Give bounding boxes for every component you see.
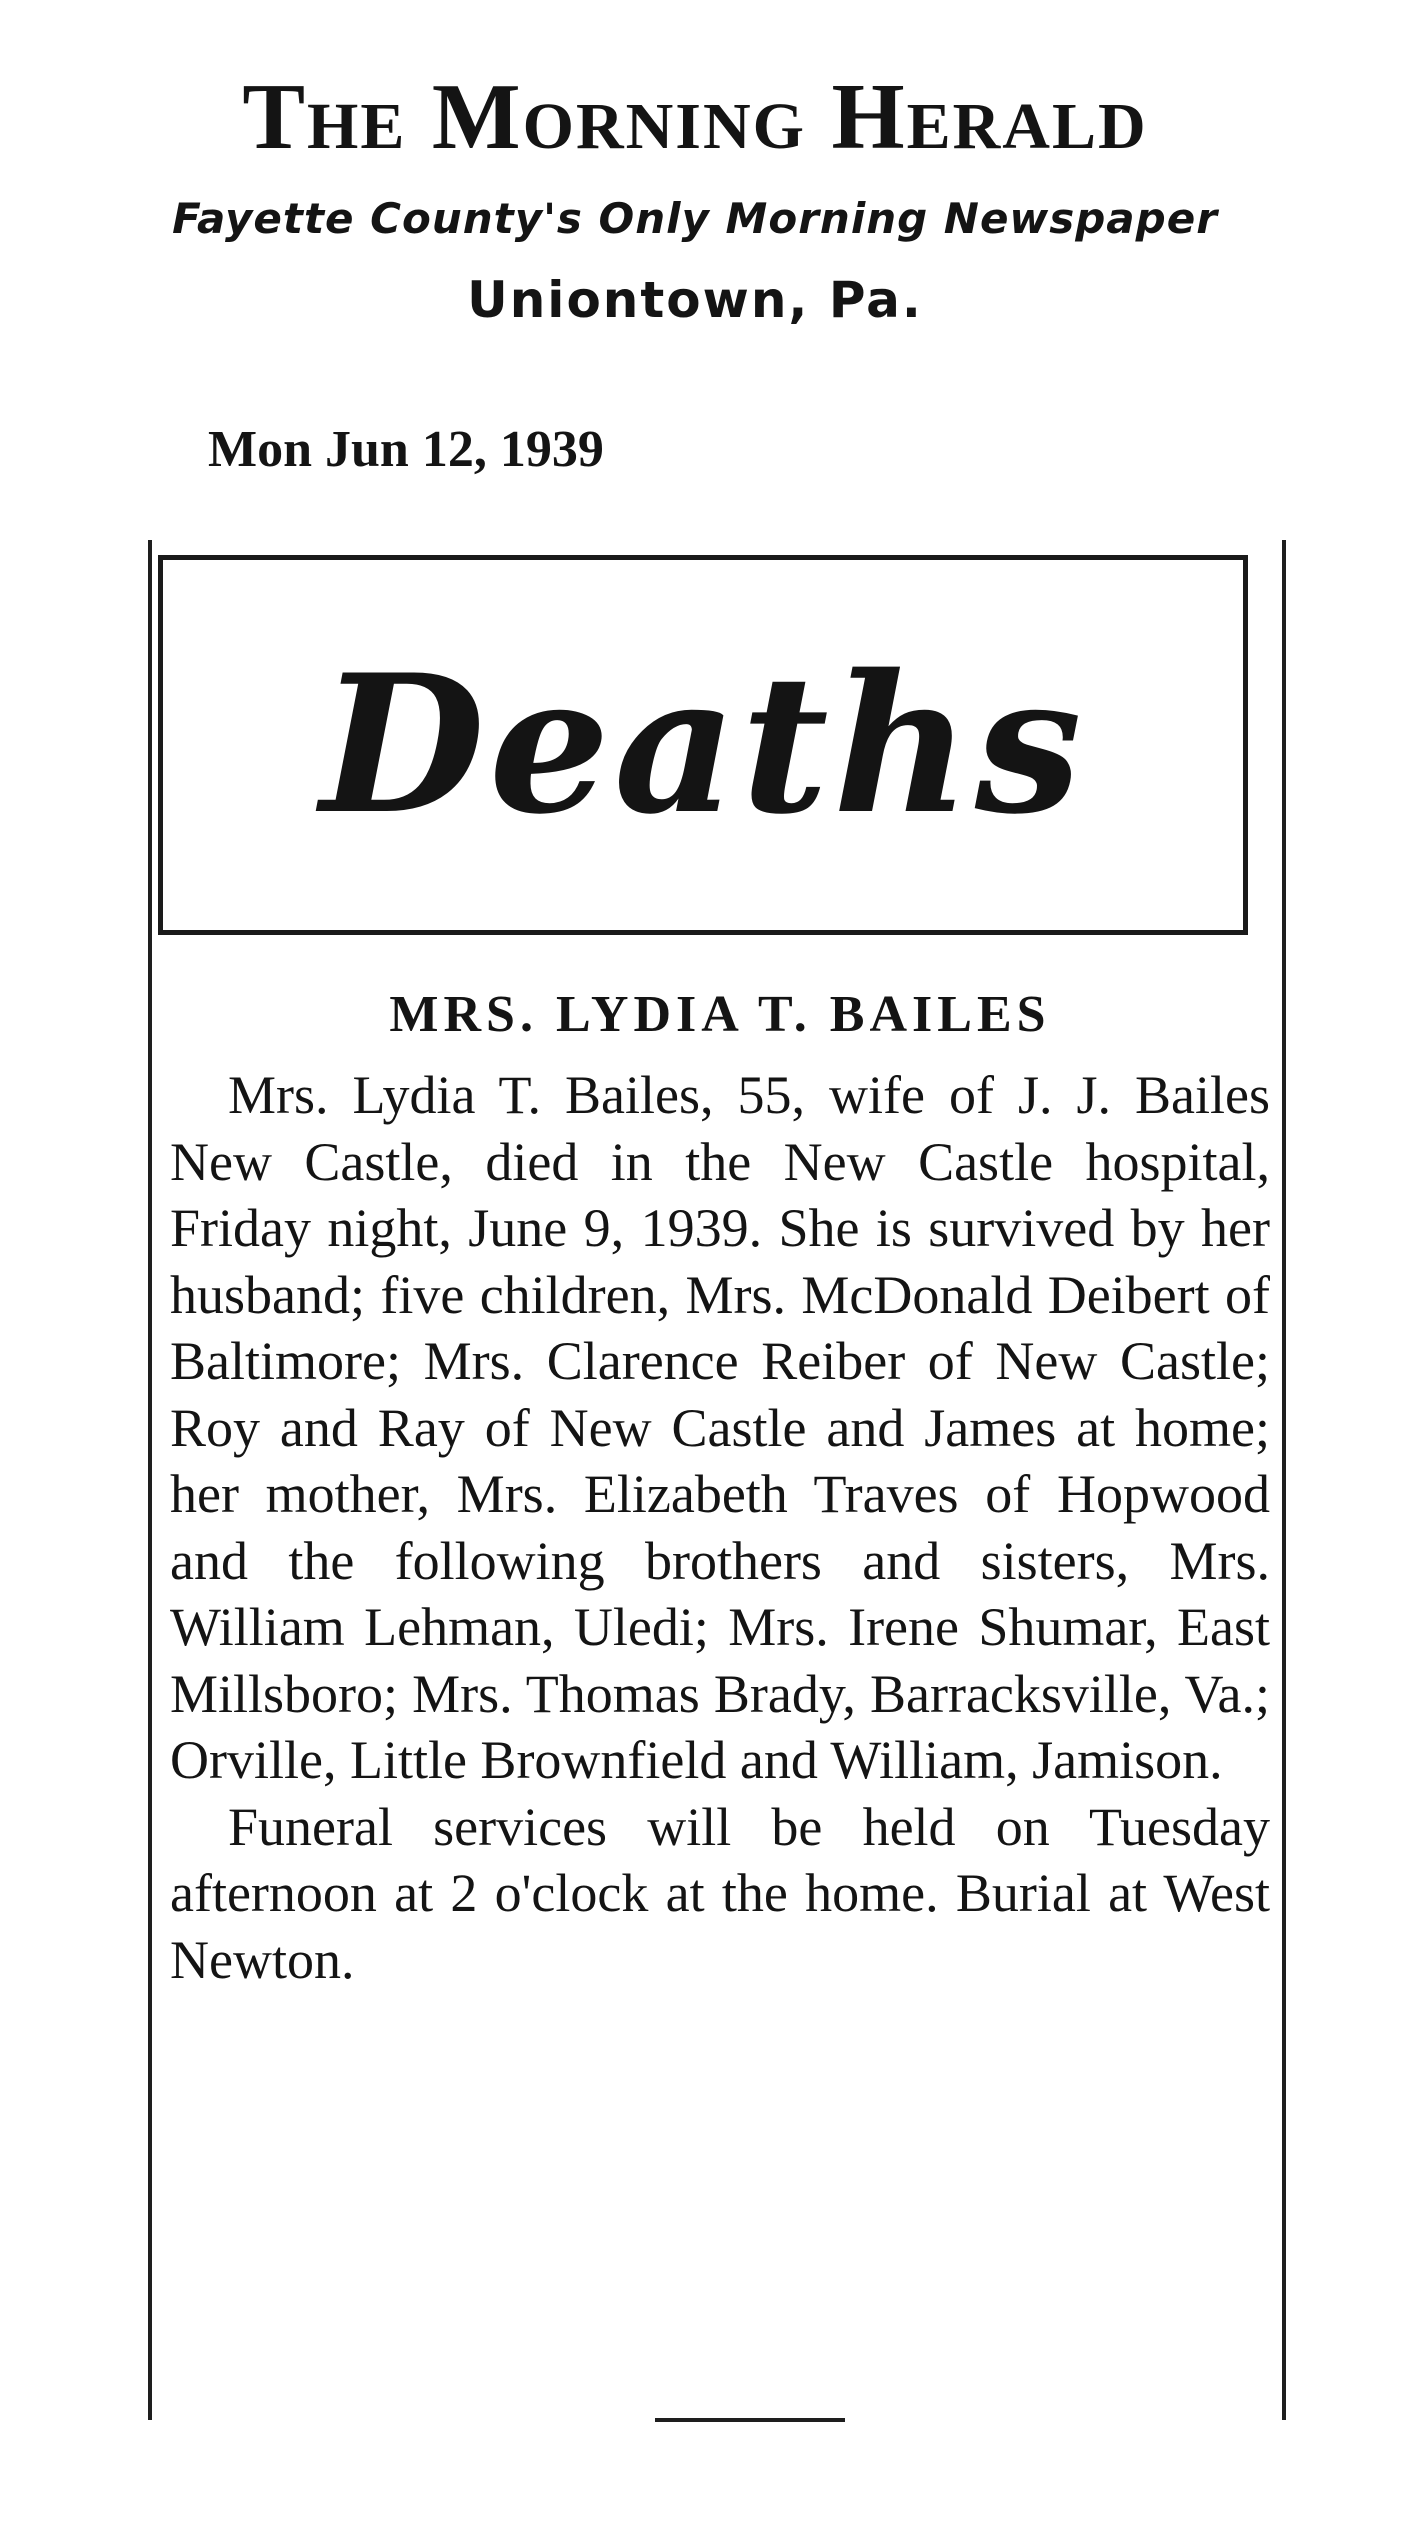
newspaper-location: Uniontown, Pa. [467,271,923,329]
obituary-article [170,985,1270,1993]
obituary-headline: MRS. LYDIA T. BAILES [389,986,1051,1043]
obituary-paragraph: Mrs. Lydia T. Bailes, 55, wife of J. J. Bailes New Castle, died in the New Castle hospital, Friday night, June 9, 1939. She is survived by her husband; five children, Mrs. McDonald Deibert of Baltimore; Mrs. Clarence Reiber of New Castle; Roy and Ray of New Castle and James at home; her mother, Mrs. Elizabeth Traves of Hopwood and the following brothers and sisters, Mrs. William Lehman, Uledi; Mrs. Irene Shumar, East Millsboro; Mrs. Thomas Brady, Barracksville, Va.; Orville, Little Brownfield and William, Jamison. [170,1065,1270,1790]
end-rule [655,2418,845,2422]
funeral-paragraph: Funeral services will be held on Tuesday afternoon at 2 o'clock at the home. Burial at West Newton. [170,1796,1270,1990]
issue-date: Mon Jun 12, 1939 [208,421,604,478]
newspaper-title: The Morning Herald [242,65,1148,169]
masthead [120,65,1270,329]
newspaper-tagline: Fayette County's Only Morning Newspaper [172,194,1218,243]
section-heading-box [158,555,1248,935]
section-heading: Deaths [320,633,1086,856]
